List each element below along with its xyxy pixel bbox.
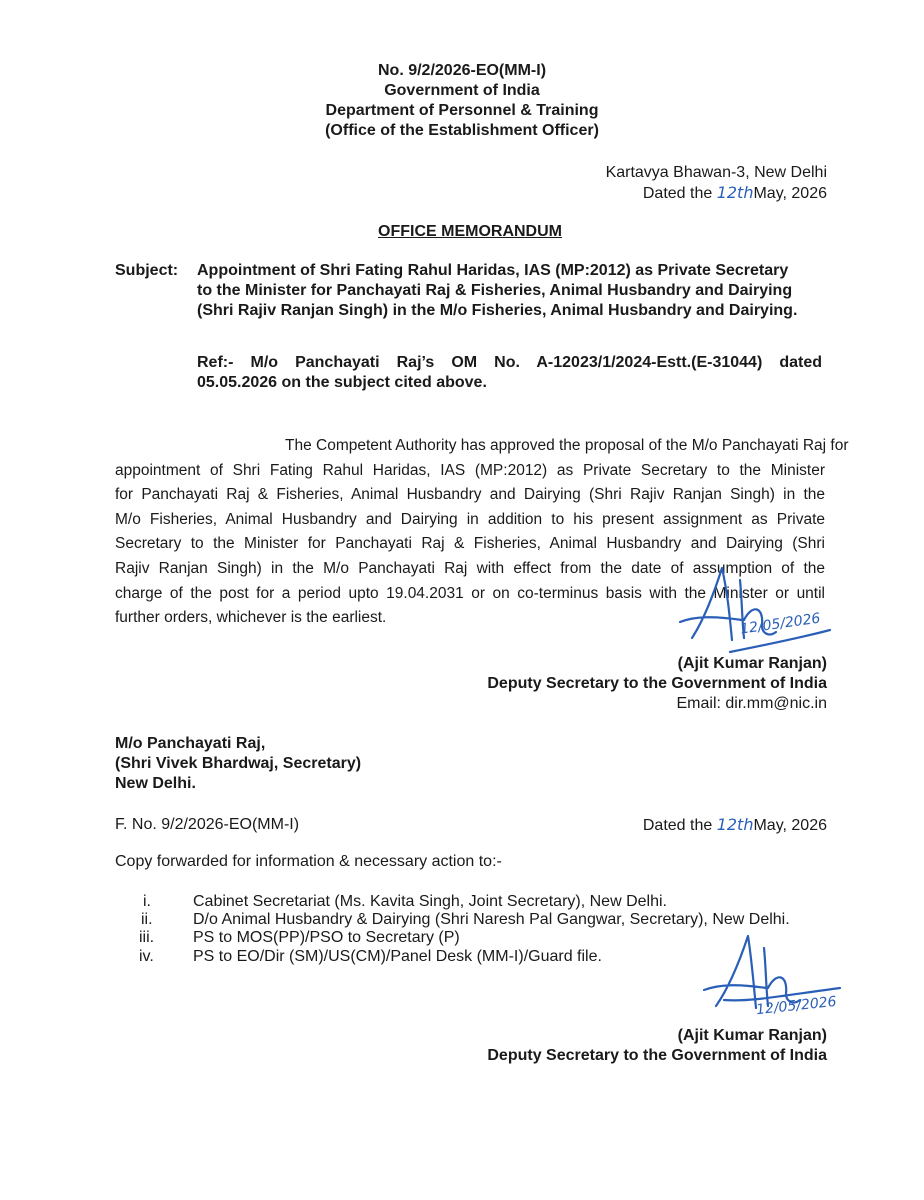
subject-line: Appointment of Shri Fating Rahul Haridas, IAS (MP:2012) as Private Secretary <box>197 262 789 279</box>
signature-1-block <box>377 654 827 694</box>
subject-line: to the Minister for Panchayati Raj & Fisheries, Animal Husbandry and Dairying <box>197 282 793 299</box>
signatory-email: Email: dir.mm@nic.in <box>676 695 827 712</box>
signature-2-block <box>377 1026 827 1066</box>
list-text: D/o Animal Husbandry & Dairying (Shri Naresh Pal Gangwar, Secretary), New Delhi. <box>193 911 790 928</box>
list-number: iv. <box>139 948 154 965</box>
addressee-line: New Delhi. <box>115 775 196 792</box>
body-line: Rajiv Ranjan Singh) in the M/o Panchayati Raj with effect from the date of assumption of the <box>115 559 825 577</box>
government-name: Government of India <box>384 82 540 99</box>
letterhead <box>0 61 924 141</box>
copy-file-number: F. No. 9/2/2026-EO(MM-I) <box>115 816 300 833</box>
reference-line: 05.05.2026 on the subject cited above. <box>197 374 487 391</box>
signatory-name: (Ajit Kumar Ranjan) <box>677 655 827 672</box>
subject-line: (Shri Rajiv Ranjan Singh) in the M/o Fisheries, Animal Husbandry and Dairying. <box>197 302 798 319</box>
office-name: (Office of the Establishment Officer) <box>325 122 599 139</box>
signatory-designation: Deputy Secretary to the Government of India <box>487 675 827 692</box>
place-date-block <box>427 163 827 204</box>
list-number: i. <box>143 893 151 910</box>
memo-title: OFFICE MEMORANDUM <box>378 223 562 240</box>
handwritten-date: 12th <box>716 815 754 834</box>
signatory-designation: Deputy Secretary to the Government of India <box>487 1047 827 1064</box>
signature-1-date: 12/05/2026 <box>739 610 822 638</box>
list-text: PS to EO/Dir (SM)/US(CM)/Panel Desk (MM-I)/Guard file. <box>193 948 602 965</box>
body-line: The Competent Authority has approved the proposal of the M/o Panchayati Raj for <box>285 437 849 454</box>
body-line: appointment of Shri Fating Rahul Haridas, IAS (MP:2012) as Private Secretary to the Minister <box>115 461 825 479</box>
list-item <box>115 892 875 912</box>
copy-date-line: Dated the 12thMay, 2026 <box>642 815 827 834</box>
date-line: Dated the 12thMay, 2026 <box>642 183 827 202</box>
list-text: PS to MOS(PP)/PSO to Secretary (P) <box>193 929 460 946</box>
body-line: further orders, whichever is the earliest. <box>115 609 387 627</box>
body-line: charge of the post for a period upto 19.04.2031 or on co-terminus basis with the Minister or until <box>115 584 825 602</box>
signatory-name: (Ajit Kumar Ranjan) <box>677 1027 827 1044</box>
addressee-line: M/o Panchayati Raj, <box>115 735 266 752</box>
addressee-block <box>115 734 515 794</box>
addressee-line: (Shri Vivek Bhardwaj, Secretary) <box>115 755 362 772</box>
subject-label: Subject: <box>115 262 179 279</box>
reference-line: Ref:- M/o Panchayati Raj’s OM No. A-12023/1/2024-Estt.(E-31044) dated <box>197 354 822 371</box>
list-number: ii. <box>141 911 153 928</box>
list-number: iii. <box>139 929 155 946</box>
copy-intro: Copy forwarded for information & necessary action to:- <box>115 853 502 870</box>
reference-block <box>197 353 822 393</box>
list-text: Cabinet Secretariat (Ms. Kavita Singh, Joint Secretary), New Delhi. <box>193 893 667 910</box>
body-line: M/o Fisheries, Animal Husbandry and Dairying in addition to his present assignment as Private <box>115 510 825 528</box>
place: Kartavya Bhawan-3, New Delhi <box>605 164 827 181</box>
subject-block <box>115 261 835 325</box>
body-line: for Panchayati Raj & Fisheries, Animal Husbandry and Dairying (Shri Rajiv Ranjan Singh) in the <box>115 486 825 504</box>
list-item <box>115 910 875 930</box>
signature-2-date: 12/05/2026 <box>755 993 838 1019</box>
body-line: Secretary to the Minister for Panchayati Raj & Fisheries, Animal Husbandry and Dairying (Shri <box>115 535 825 553</box>
file-number: No. 9/2/2026-EO(MM-I) <box>377 62 547 79</box>
handwritten-date: 12th <box>716 183 754 202</box>
department-name: Department of Personnel & Training <box>325 102 599 119</box>
